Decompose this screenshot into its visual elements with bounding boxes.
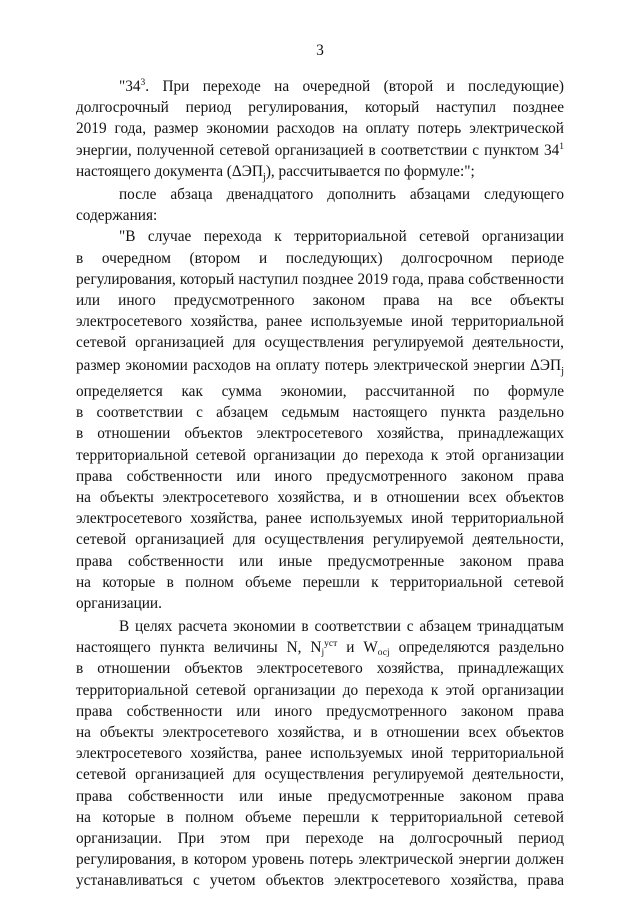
formula-subscript: j: [561, 366, 564, 378]
text-run: "34: [119, 78, 141, 95]
text-line: сетевой организацией для осуществления регулируемой деятельности,: [76, 334, 564, 352]
text-line: регулирования, который наступил позднее 2019 года, права собственности: [76, 270, 564, 288]
text-line: сетевой организацией для осуществления регулируемой деятельности,: [76, 531, 564, 549]
text-run: настоящего пункта величины N, N: [76, 639, 322, 657]
text-line: права собственности или иного предусмотренного законом права: [76, 702, 564, 720]
text-line: электросетевого хозяйства, ранее используемые иной территориальной: [76, 313, 564, 331]
text-line: "В случае перехода к территориальной сетевой организации: [119, 228, 564, 246]
formula-symbol: ΔЭП: [231, 162, 263, 180]
text-line: [76, 140, 564, 161]
text-run: и W: [337, 639, 378, 657]
formula-subscript: осj: [377, 648, 390, 659]
text-line: права собственности или иного предусмотренного законом права: [76, 467, 564, 485]
text-line: на объекты электросетевого хозяйства, и в отношении всех объектов: [76, 724, 564, 742]
text-run: настоящего документа (: [76, 162, 232, 180]
text-line: [76, 76, 564, 97]
formula-delta-ep-j: [530, 357, 564, 378]
text-line: В целях расчета экономии в соответствии с абзацем тринадцатым: [119, 618, 564, 636]
text-line: 2019 года, размер экономии расходов на оплату потерь электрической: [76, 120, 564, 138]
text-line: на объекты электросетевого хозяйства, и в отношении всех объектов: [76, 488, 564, 506]
text-line: права собственности или иные предусмотренные законом права: [76, 552, 564, 570]
text-run: . При переходе на очередной (второй и последующие): [145, 78, 564, 95]
formula-subscript: j: [321, 648, 325, 659]
text-line: электросетевого хозяйства, ранее используемых иной территориальной: [76, 745, 564, 763]
text-line: в отношении объектов электросетевого хозяйства, принадлежащих: [76, 660, 564, 678]
formula-superscript: уст: [324, 639, 338, 650]
text-line: регулирования, в котором уровень потерь электрической энергии должен: [76, 851, 564, 869]
text-line: содержания:: [76, 207, 158, 225]
text-line: на которые в полном объеме перешли к территориальной сетевой: [76, 573, 564, 591]
paragraph-instruction: [76, 184, 564, 226]
text-line: определяется как сумма экономии, рассчитанной по формуле: [76, 383, 564, 401]
paragraph-transfer-case: [76, 226, 564, 614]
text-line: [76, 637, 564, 658]
text-line: электросетевого хозяйства, ранее используемых иной территориальной: [76, 510, 564, 528]
text-line: долгосрочный период регулирования, который наступил позднее: [76, 99, 564, 117]
text-line: после абзаца двенадцатого дополнить абзацами следующего: [119, 185, 564, 203]
text-line: в соответствии с абзацем седьмым настоящего пункта раздельно: [76, 404, 564, 422]
formula-delta-ep-j: [231, 162, 266, 183]
text-run: энергии, полученной сетевой организацией в соответствии с пунктом 34: [76, 141, 560, 159]
text-line: права собственности или иные предусмотренные законом права: [76, 787, 564, 805]
text-line: организации.: [76, 594, 162, 612]
paragraph-item-34-3: [76, 76, 564, 182]
page-number: 3: [316, 42, 324, 59]
text-line: или иного предусмотренного законом права на все объекты: [76, 291, 564, 309]
text-run: ), рассчитывается по формуле:";: [265, 162, 475, 180]
formula-symbol: ΔЭП: [530, 357, 562, 375]
paragraph-calculation: [76, 616, 564, 891]
text-run: размер экономии расходов на оплату потерь электрической энергии: [76, 357, 531, 375]
text-line: в очередном (втором и последующих) долгосрочном периоде: [76, 249, 564, 267]
text-line: сетевой организацией для осуществления регулируемой деятельности,: [76, 766, 564, 784]
text-line: на которые в полном объеме перешли к территориальной сетевой: [76, 808, 564, 826]
text-line: территориальной сетевой организации до перехода к этой организации: [76, 681, 564, 699]
text-line: устанавливаться с учетом объектов электросетевого хозяйства, права: [76, 872, 564, 890]
text-line: территориальной сетевой организации до перехода к этой организации: [76, 446, 564, 464]
document-body: [76, 76, 564, 892]
footnote-superscript: 3: [140, 78, 146, 88]
text-line: организации. При этом при переходе на долгосрочный период: [76, 829, 564, 847]
formula-subscript: j: [262, 171, 266, 183]
footnote-superscript: 1: [559, 141, 564, 152]
text-line: [76, 353, 564, 381]
text-line: [76, 161, 564, 182]
text-line: в отношении объектов электросетевого хозяйства, принадлежащих: [76, 425, 564, 443]
text-run: определяются раздельно: [389, 639, 564, 657]
